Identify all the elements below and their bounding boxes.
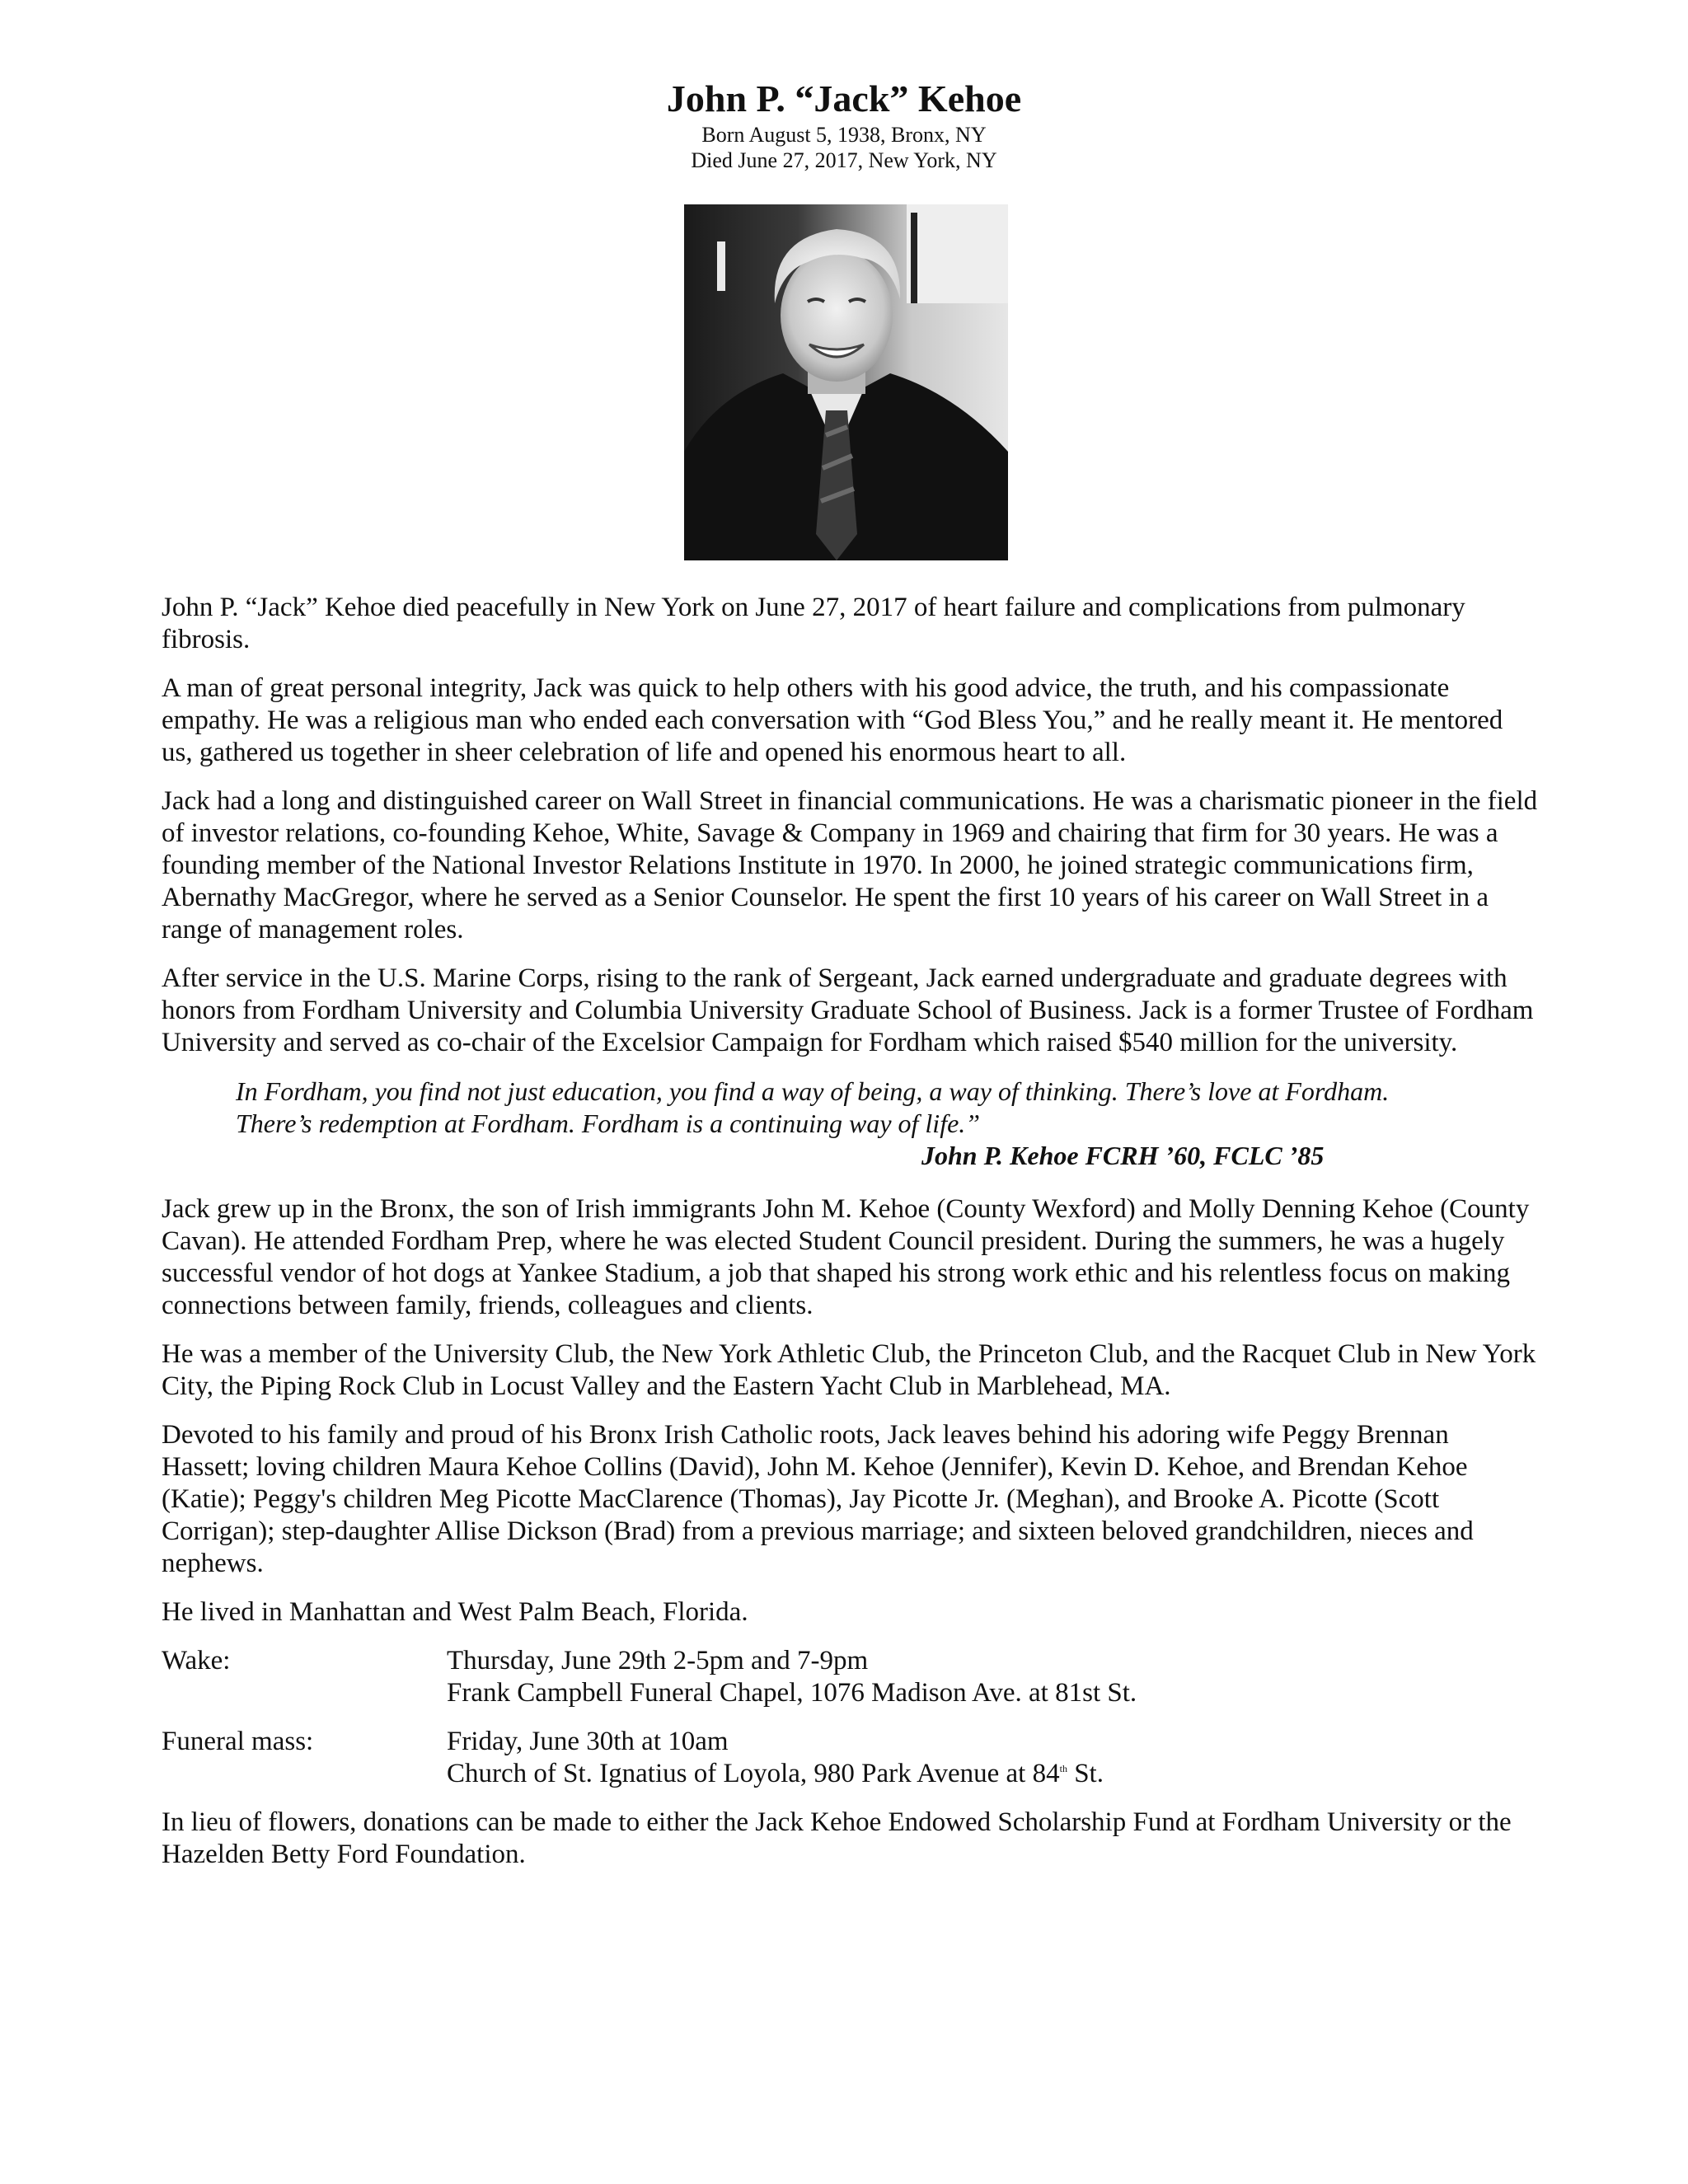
wake-schedule	[162, 1645, 1538, 1709]
fordham-quote	[236, 1076, 1406, 1172]
paragraph-early-life: Jack grew up in the Bronx, the son of Irish immigrants John M. Kehoe (County Wexford) and Molly Denning Kehoe (County Cavan). He attended Fordham Prep, where he was elected Student Council president. During the summers, he was a hugely successful vendor of hot dogs at Yankee Stadium, a job that shaped his strong work ethic and his relentless focus on making connections between family, friends, colleagues and clients.	[162, 1194, 1530, 1320]
funeral-location	[447, 1758, 1104, 1790]
funeral-time: Friday, June 30th at 10am	[447, 1727, 729, 1756]
quote-attribution: John P. Kehoe FCRH ’60, FCLC ’85	[921, 1141, 1325, 1170]
ordinal-suffix: th	[1059, 1763, 1067, 1774]
funeral-schedule	[162, 1726, 1538, 1790]
funeral-label: Funeral mass:	[162, 1727, 314, 1756]
paragraph-character: A man of great personal integrity, Jack was quick to help others with his good advice, the truth, and his compassionate empathy. He was a religious man who ended each conversation with “God Bless You,” and he really meant it. He mentored us, gathered us together in sheer celebration of life and opened his enormous heart to all.	[162, 673, 1503, 767]
funeral-details	[447, 1726, 1104, 1790]
wake-details	[447, 1645, 1137, 1709]
born-line: Born August 5, 1938, Bronx, NY	[701, 123, 987, 147]
header	[0, 76, 1688, 173]
funeral-location-street: St.	[1067, 1759, 1104, 1788]
died-line: Died June 27, 2017, New York, NY	[691, 148, 997, 172]
paragraph-residence: He lived in Manhattan and West Palm Beach, Florida.	[162, 1597, 748, 1627]
portrait-icon	[684, 204, 1008, 560]
quote-text: In Fordham, you find not just education, you find a way of being, a way of thinking. There’s love at Fordham. There’s redemption at Fordham. Fordham is a continuing way of life.”	[236, 1076, 1390, 1138]
funeral-location-text: Church of St. Ignatius of Loyola, 980 Park Avenue at 84	[447, 1759, 1060, 1788]
paragraph-career: Jack had a long and distinguished career on Wall Street in financial communications. He was a charismatic pioneer in the field of investor relations, co-founding Kehoe, White, Savage & Company in 1969 and chairing that firm for 30 years. He was a founding member of the National Investor Relations Institute in 1970. In 2000, he joined strategic communications firm, Abernathy MacGregor, where he served as a Senior Counselor. He spent the first 10 years of his career on Wall Street in a range of management roles.	[162, 786, 1538, 944]
wake-time: Thursday, June 29th 2-5pm and 7-9pm	[447, 1646, 869, 1675]
wake-location: Frank Campbell Funeral Chapel, 1076 Madison Ave. at 81st St.	[447, 1678, 1137, 1708]
paragraph-education: After service in the U.S. Marine Corps, rising to the rank of Sergeant, Jack earned undergraduate and graduate degrees with honors from Fordham University and Columbia University Graduate School of Business. Jack is a former Trustee of Fordham University and served as co-chair of the Excelsior Campaign for Fordham which raised $540 million for the university.	[162, 963, 1534, 1057]
wake-label: Wake:	[162, 1646, 231, 1675]
paragraph-donations: In lieu of flowers, donations can be made to either the Jack Kehoe Endowed Scholarship Fund at Fordham University or the Hazelden Betty Ford Foundation.	[162, 1807, 1512, 1869]
paragraph-death-notice: John P. “Jack” Kehoe died peacefully in New York on June 27, 2017 of heart failure and complications from pulmonary fibrosis.	[162, 593, 1465, 654]
paragraph-family: Devoted to his family and proud of his Bronx Irish Catholic roots, Jack leaves behind his adoring wife Peggy Brennan Hassett; loving children Maura Kehoe Collins (David), John M. Kehoe (Jennifer), Kevin D. Kehoe, and Brendan Kehoe (Katie); Peggy's children Meg Picotte MacClarence (Thomas), Jay Picotte Jr. (Meghan), and Brooke A. Picotte (Scott Corrigan); step-daughter Allise Dickson (Brad) from a previous marriage; and sixteen beloved grandchildren, nieces and nephews.	[162, 1420, 1474, 1578]
obituary-body	[162, 592, 1538, 1887]
portrait-photo	[684, 204, 1008, 560]
page-title: John P. “Jack” Kehoe	[666, 77, 1022, 120]
paragraph-clubs: He was a member of the University Club, the New York Athletic Club, the Princeton Club, and the Racquet Club in New York City, the Piping Rock Club in Locust Valley and the Eastern Yacht Club in Marblehead, MA.	[162, 1339, 1536, 1401]
